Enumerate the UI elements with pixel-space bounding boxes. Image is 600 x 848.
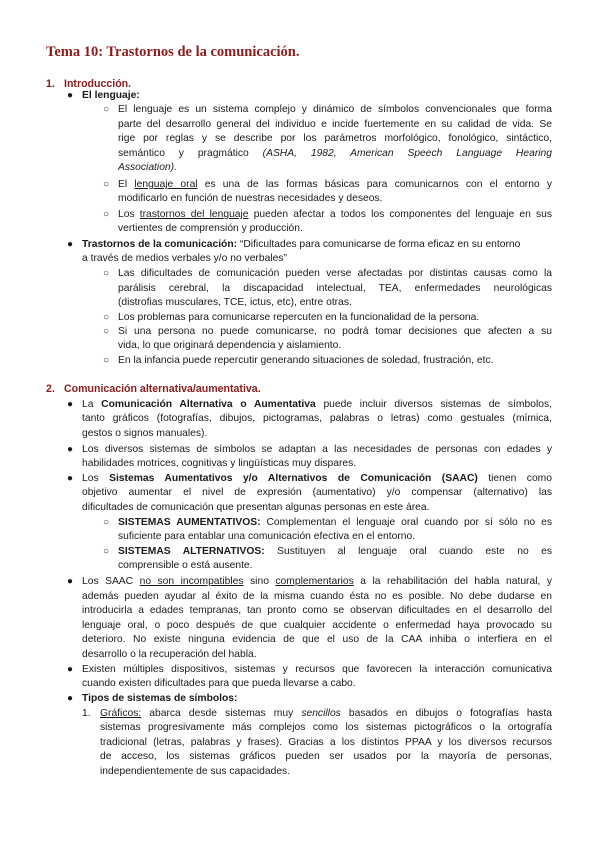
citation: Association). (118, 162, 177, 173)
bullet-marker: ● (67, 444, 74, 455)
text-line: suficiente para entablar una comunicación efectiva en el entorno. (118, 531, 416, 542)
citation: (ASHA, 1982, American Speech Language Hearing (262, 148, 552, 159)
text-span: Los SAAC (82, 576, 140, 587)
bullet-label: Trastornos de la comunicación: (82, 239, 238, 250)
circle-marker: ○ (103, 355, 110, 366)
text-line: cuando existen dificultades para que pueda llevarse a cabo. (82, 678, 356, 689)
circle-marker: ○ (103, 179, 110, 190)
section-number: 2. (46, 383, 55, 395)
bullet-marker: ● (67, 664, 74, 675)
text-line: sistemas progresivamente más complejos como los sistemas pictográficos o la ortografía (100, 722, 552, 733)
section-number: 1. (46, 78, 55, 90)
bold-term: Sistemas Aumentativos y/o Alternativos de Comunicación (SAAC) (109, 473, 478, 484)
text-span: es una de las formas básicas para comunicarnos con el entorno y (197, 179, 553, 190)
bullet-marker: ● (67, 239, 74, 250)
text-span: La (82, 399, 102, 410)
bullet-marker: ● (67, 693, 74, 704)
text-line: Si una persona no puede comunicarse, no podrá tomar decisiones que afecten a su (118, 326, 552, 337)
bullet-label: Tipos de sistemas de símbolos: (82, 693, 238, 704)
circle-marker: ○ (103, 546, 110, 557)
text-line: lenguaje oral, o poco después de que cualquier accidente o enfermedad haya provocado su (82, 620, 552, 631)
text-line: objetivo aumentar el nivel de expresión (aumentativo) y/o compensar (alternativo) las (82, 487, 552, 498)
bold-term: Comunicación Alternativa o Aumentativa (101, 399, 316, 410)
text-line: (distrofias musculares, TCE, ictus, etc), entre otras. (118, 297, 352, 308)
text-span: Complementan el lenguaje oral cuando por sí sólo no es (260, 517, 552, 528)
text-line: Los diversos sistemas de símbolos se adaptan a las necesidades de personas con edades y (82, 444, 552, 455)
text-line (82, 398, 552, 413)
text-span: “Dificultades para comunicarse de forma eficaz en su entorno (237, 239, 521, 250)
text-line: introducirla a edades tempranas, tan pronto como se observan dificultades en el desarrollo del (82, 605, 552, 616)
text-line: Las dificultades de comunicación pueden verse afectadas por distintas causas como la (118, 268, 552, 279)
text-span: basados en dibujos o fotografías hasta (340, 708, 553, 719)
text-line: rige por reglas y se describe por los parámetros morfológico, fonológico, sintáctico, (118, 133, 552, 144)
text-span: abarca desde sistemas muy (141, 708, 302, 719)
text-line: habilidades motrices, cognitivas y lingüísticas muy dispares. (82, 458, 357, 469)
bold-term: SISTEMAS AUMENTATIVOS: (118, 517, 261, 528)
circle-marker: ○ (103, 268, 110, 279)
text-line: El lenguaje es un sistema complejo y dinámico de símbolos convencionales que forma (118, 104, 552, 115)
underlined-term: Gráficos: (100, 708, 142, 719)
circle-marker: ○ (103, 517, 110, 528)
text-line: vida, lo que originará dependencia y aislamiento. (118, 340, 342, 351)
text-line: Existen múltiples dispositivos, sistemas y recursos que favorecen la interacción comunicativa (82, 664, 552, 675)
underlined-term: complementarios (275, 576, 354, 587)
bold-term: SISTEMAS ALTERNATIVOS: (118, 546, 265, 557)
text-span: sino (243, 576, 276, 587)
text-span: Los (118, 209, 140, 220)
underlined-term: no son incompatibles (139, 576, 244, 587)
italic-term: sencillos (301, 708, 341, 719)
text-line: En la infancia puede repercutir generando situaciones de soledad, frustración, etc. (118, 355, 494, 366)
text-line (118, 178, 552, 193)
underlined-term: trastornos del lenguaje (139, 209, 249, 220)
text-line (82, 238, 520, 253)
text-line: parte del desarrollo general del individuo e incide fuertemente en su calidad de vida. Se (118, 119, 552, 130)
text-line: deterioro. No existe ninguna evidencia de que el uso de la CAA inhiba o interfiera en el (82, 634, 552, 645)
text-line: Los problemas para comunicarse repercuten en la funcionalidad de la persona. (118, 312, 480, 323)
list-number: 1. (82, 708, 91, 719)
text-span: pueden afectar a todos los componentes del lenguaje en sus (248, 209, 553, 220)
document-title: Tema 10: Trastornos de la comunicación. (46, 44, 300, 60)
text-span: Los (82, 473, 110, 484)
text-span: semántico y pragmático (118, 148, 263, 159)
circle-marker: ○ (103, 209, 110, 220)
text-line: a través de medios verbales y/o no verbales” (82, 253, 287, 264)
text-span: a la rehabilitación del habla natural, y (353, 576, 552, 587)
text-line (118, 516, 552, 531)
text-line (118, 147, 552, 162)
section-heading-2 (46, 383, 261, 395)
bullet-label: El lenguaje: (82, 90, 140, 101)
text-line: modificarlo en función de nuestras necesidades y deseos. (118, 193, 383, 204)
text-line: comprensible o está ausente. (118, 560, 253, 571)
text-line: de acceso, los sistemas gráficos pueden ser usados por la mayoría de personas, (100, 751, 552, 762)
circle-marker: ○ (103, 326, 110, 337)
section-title: Introducción. (64, 78, 132, 90)
text-line: independientemente de sus capacidades. (100, 766, 291, 777)
text-span: puede incluir diversos sistemas de símbolos, (315, 399, 552, 410)
text-line (82, 472, 552, 487)
text-line: parálisis cerebral, la discapacidad intelectual, TEA, enfermedades neurológicas (118, 283, 552, 294)
text-line: dificultades de comunicación que presentan algunas personas en este área. (82, 502, 430, 513)
bullet-marker: ● (67, 473, 74, 484)
bullet-marker: ● (67, 90, 74, 101)
text-line: tanto gráficos (fotografías, dibujos, pictogramas, palabras o letras) como gestuales (mímica, (82, 413, 552, 424)
text-span: Sustituyen al lenguaje oral cuando este no es (264, 546, 552, 557)
section-title: Comunicación alternativa/aumentativa. (64, 383, 261, 395)
circle-marker: ○ (103, 312, 110, 323)
text-span: El (118, 179, 135, 190)
text-line: tradicional (letras, palabras y frases). Gracias a los distintos PPAA y los diversos recursos (100, 737, 552, 748)
bullet-marker: ● (67, 576, 74, 587)
circle-marker: ○ (103, 104, 110, 115)
text-line (100, 707, 552, 722)
text-span: tienen como (477, 473, 552, 484)
underlined-term: lenguaje oral (134, 179, 198, 190)
text-line: además pueden ayudar al éxito de la misma cuando ésta no es posible. No debe dudarse en (82, 591, 552, 602)
text-line (118, 208, 552, 223)
text-line (82, 575, 552, 590)
text-line: gestos o signos manuales). (82, 428, 208, 439)
text-line (118, 545, 552, 560)
text-line: desarrollo o la recuperación del habla. (82, 649, 257, 660)
text-line: vertientes de comprensión y producción. (118, 223, 303, 234)
bullet-marker: ● (67, 399, 74, 410)
